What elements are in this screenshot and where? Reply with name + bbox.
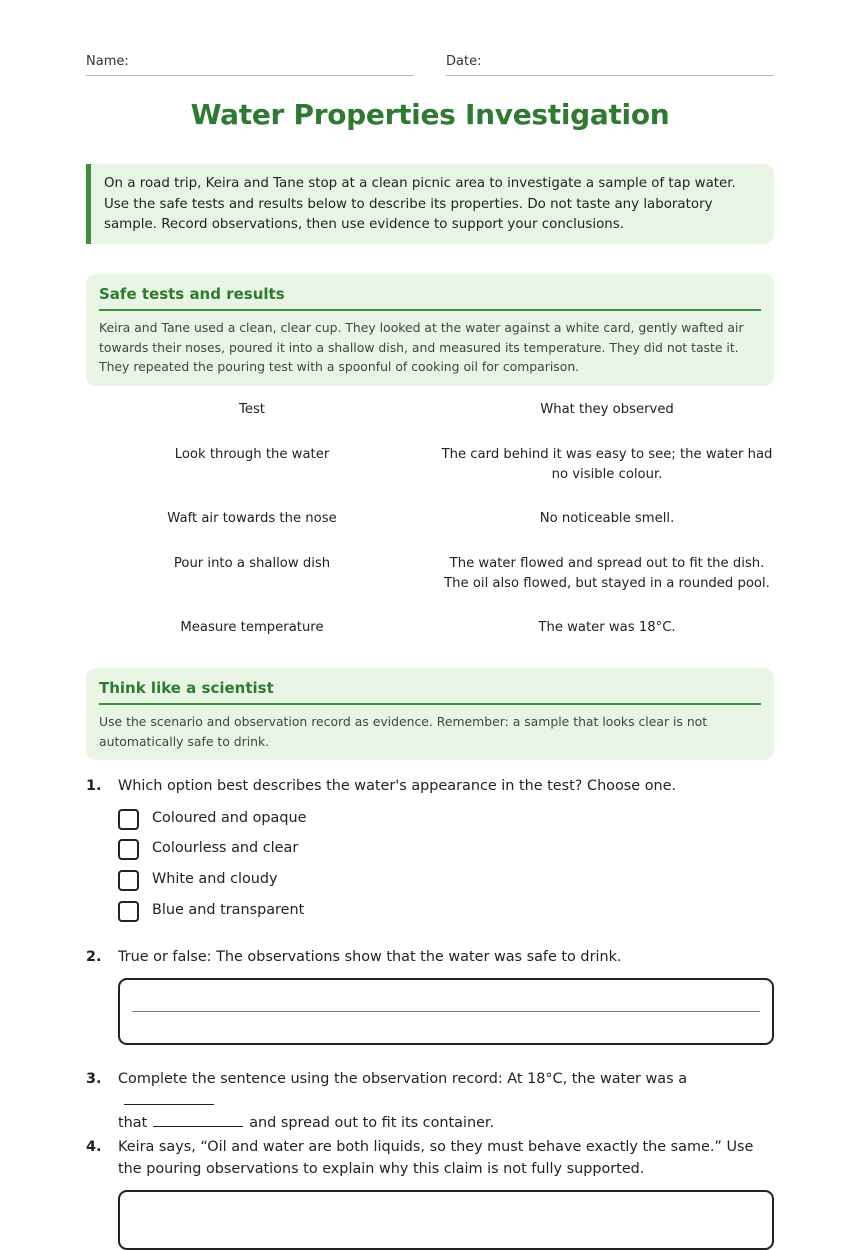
question-text: True or false: The observations show that the water was safe to drink. xyxy=(118,949,622,965)
blank-1[interactable] xyxy=(124,1090,214,1105)
name-label: Name: xyxy=(86,54,129,69)
observation-cell: The card behind it was easy to see; the water had no visible colour. xyxy=(441,447,773,482)
test-cell: Look through the water xyxy=(174,447,330,462)
question-number: 3. xyxy=(86,1071,102,1087)
option-label: Colourless and clear xyxy=(152,840,299,856)
answer-box-q4[interactable] xyxy=(118,1190,774,1250)
question-number: 1. xyxy=(86,778,102,794)
observation-cell: The water was 18°C. xyxy=(538,620,676,635)
checkbox[interactable] xyxy=(118,870,139,891)
test-cell: Pour into a shallow dish xyxy=(173,556,331,571)
tests-heading: Safe tests and results xyxy=(99,285,761,311)
question-text: Keira says, “Oil and water are both liquids, so they must behave exactly the same.” Use the pouring observations to explain why this claim is not fully supported. xyxy=(118,1139,754,1177)
scientist-heading: Think like a scientist xyxy=(99,679,761,705)
tests-panel xyxy=(86,274,774,386)
sentence-part-1: Complete the sentence using the observation record: At 18°C, the water was a xyxy=(118,1071,688,1087)
option-label: White and cloudy xyxy=(152,871,278,887)
scientist-panel xyxy=(86,668,774,760)
question-text: Which option best describes the water's appearance in the test? Choose one. xyxy=(118,778,677,794)
option-label: Blue and transparent xyxy=(152,902,305,918)
option-label: Coloured and opaque xyxy=(152,810,307,826)
column-header-test: Test xyxy=(239,402,265,417)
question-number: 2. xyxy=(86,949,102,965)
name-field[interactable] xyxy=(86,52,414,76)
observation-cell: The water flowed and spread out to fit the dish. The oil also flowed, but stayed in a rounded pool. xyxy=(444,556,770,591)
test-cell: Measure temperature xyxy=(180,620,324,635)
checkbox[interactable] xyxy=(118,809,139,830)
observation-cell: No noticeable smell. xyxy=(539,511,675,526)
scientist-description: Use the scenario and observation record as evidence. Remember: a sample that looks clear is not automatically safe to drink. xyxy=(99,714,708,749)
sentence-part-3: and spread out to fit its container. xyxy=(249,1115,495,1131)
column-header-observed: What they observed xyxy=(540,402,674,417)
page-title: Water Properties Investigation xyxy=(190,98,670,131)
date-field[interactable] xyxy=(446,52,774,76)
checkbox[interactable] xyxy=(118,901,139,922)
question-number: 4. xyxy=(86,1139,102,1155)
tests-description: Keira and Tane used a clean, clear cup. They looked at the water against a white card, gently wafted air towards their noses, poured it into a shallow dish, and measured its temperature. They did not taste it. They repeated the pouring test with a spoonful of cooking oil for comparison. xyxy=(99,320,744,374)
blank-2[interactable] xyxy=(153,1112,243,1127)
answer-box-q2[interactable] xyxy=(118,978,774,1045)
test-cell: Waft air towards the nose xyxy=(167,511,337,526)
checkbox[interactable] xyxy=(118,839,139,860)
answer-line xyxy=(132,1011,760,1012)
sentence-part-2: that xyxy=(118,1115,148,1131)
intro-callout: On a road trip, Keira and Tane stop at a clean picnic area to investigate a sample of tap water. Use the safe tests and results below to describe its properties. Do not taste any laboratory sample. Record observations, then use evidence to support your conclusions. xyxy=(86,164,774,244)
question-text xyxy=(118,1068,758,1134)
date-label: Date: xyxy=(446,54,482,69)
